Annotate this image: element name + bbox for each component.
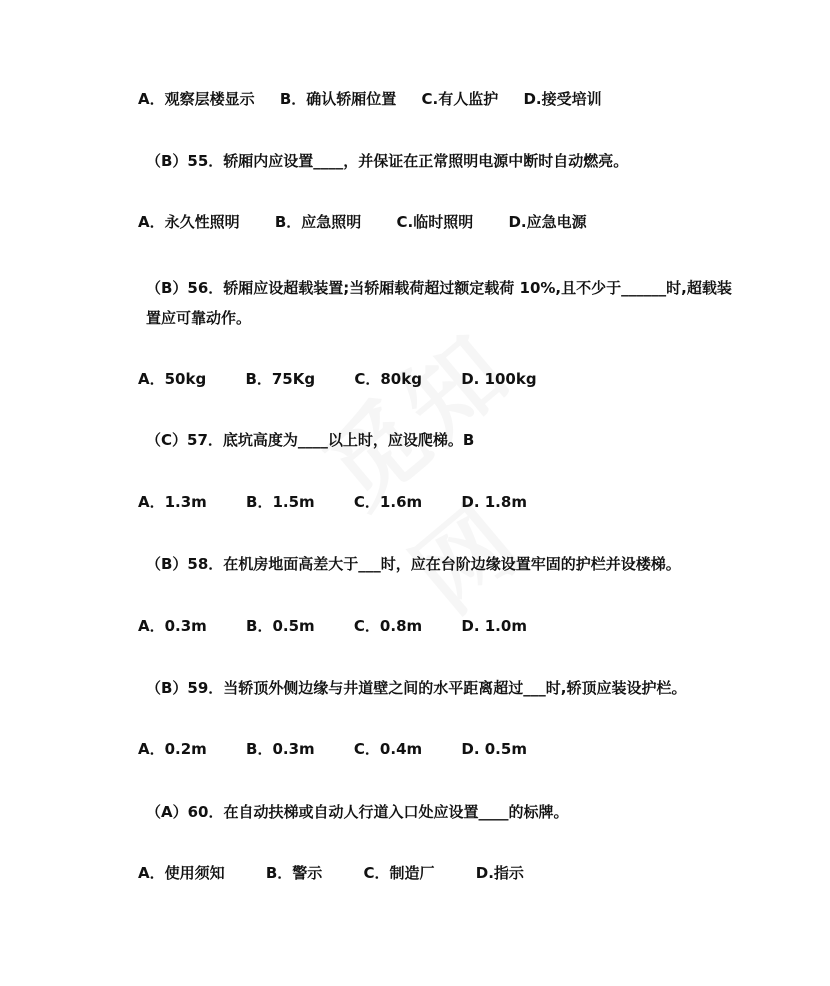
answer-options-58 xyxy=(138,615,527,637)
option-d: D.指示 xyxy=(475,864,524,882)
option-d: D. 0.5m xyxy=(461,740,527,758)
answer-options-55 xyxy=(138,211,587,233)
answer-options-56 xyxy=(138,368,537,390)
option-b: B．0.3m xyxy=(246,740,315,758)
option-b: B．1.5m xyxy=(246,493,315,511)
option-a: A．1.3m xyxy=(138,493,207,511)
option-a: A．0.3m xyxy=(138,617,207,635)
question-55: （B）55．轿厢内应设置____，并保证在正常照明电源中断时自动燃亮。 xyxy=(146,152,629,170)
option-c: C.临时照明 xyxy=(396,213,474,231)
question-57: （C）57．底坑高度为____以上时，应设爬梯。B xyxy=(146,431,475,449)
option-d: D. 1.0m xyxy=(461,617,527,635)
question-58: （B）58．在机房地面高差大于___时，应在台阶边缘设置牢固的护栏并设楼梯。 xyxy=(146,555,681,573)
option-b: B．0.5m xyxy=(246,617,315,635)
answer-options-54 xyxy=(138,88,602,110)
question-56 xyxy=(106,273,746,333)
option-b: B．警示 xyxy=(265,864,323,882)
option-d: D. 100kg xyxy=(461,370,537,388)
option-b: B．确认轿厢位置 xyxy=(279,90,397,108)
question-56-text: （B）56．轿厢应设超载装置;当轿厢载荷超过额定载荷 10%,且不少于______时,超载装置应可靠动作。 xyxy=(146,279,732,327)
option-a: A．0.2m xyxy=(138,740,207,758)
option-c: C．制造厂 xyxy=(363,864,435,882)
option-a: A．50kg xyxy=(138,370,207,388)
option-c: C.有人监护 xyxy=(421,90,499,108)
option-d: D. 1.8m xyxy=(461,493,527,511)
answer-options-59 xyxy=(138,738,527,760)
option-b: B．75Kg xyxy=(245,370,316,388)
option-b: B．应急照明 xyxy=(274,213,362,231)
option-d: D.接受培训 xyxy=(523,90,602,108)
question-60: （A）60．在自动扶梯或自动人行道入口处应设置____的标牌。 xyxy=(146,803,569,821)
option-a: A．使用须知 xyxy=(138,864,225,882)
option-a: A．永久性照明 xyxy=(138,213,240,231)
option-d: D.应急电源 xyxy=(508,213,587,231)
option-c: C．0.4m xyxy=(353,740,423,758)
option-a: A．观察层楼显示 xyxy=(138,90,255,108)
option-c: C．1.6m xyxy=(353,493,423,511)
option-c: C．80kg xyxy=(354,370,422,388)
question-59: （B）59．当轿顶外侧边缘与井道壁之间的水平距离超过___时,轿顶应装设护栏。 xyxy=(146,679,687,697)
answer-options-57 xyxy=(138,491,527,513)
option-c: C．0.8m xyxy=(353,617,423,635)
answer-options-60 xyxy=(138,862,524,884)
